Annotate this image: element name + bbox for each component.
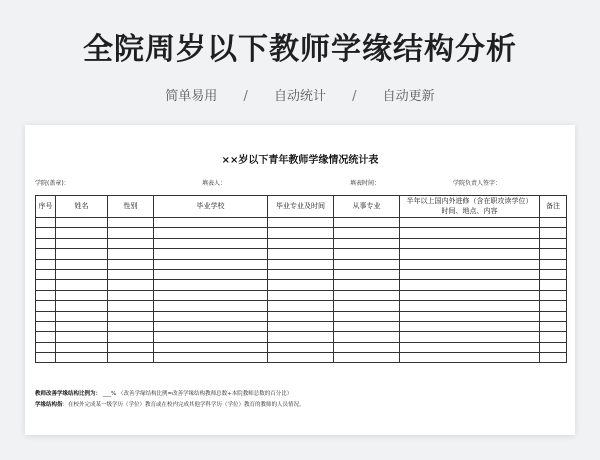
col-header: 毕业学校 xyxy=(154,196,268,218)
table-cell xyxy=(334,238,400,248)
col-header: 半年以上国内外进修（含在职攻读学位）时间、地点、内容 xyxy=(400,196,540,218)
table-cell xyxy=(154,321,268,331)
table-cell xyxy=(540,342,567,352)
table-cell xyxy=(334,269,400,279)
table-cell xyxy=(108,238,154,248)
table-cell xyxy=(154,269,268,279)
table-cell xyxy=(108,311,154,321)
table-cell xyxy=(36,218,56,228)
meta-signature: 学院负责人签字： xyxy=(453,180,502,187)
form-title: ××岁以下青年教师学缘情况统计表 xyxy=(221,155,379,166)
table-cell xyxy=(334,228,400,238)
table-cell xyxy=(108,321,154,331)
table-cell xyxy=(36,342,56,352)
table-row xyxy=(36,269,567,279)
table-cell xyxy=(56,311,108,321)
table-cell xyxy=(108,228,154,238)
table-cell xyxy=(154,332,268,342)
table-cell xyxy=(154,249,268,259)
table-cell xyxy=(540,301,567,311)
table-cell xyxy=(36,249,56,259)
table-row xyxy=(36,353,567,363)
table-row xyxy=(36,321,567,331)
table-cell xyxy=(36,301,56,311)
table-cell xyxy=(400,218,540,228)
table-cell xyxy=(154,342,268,352)
table-cell xyxy=(540,332,567,342)
table-row xyxy=(36,342,567,352)
footnote-ratio xyxy=(35,389,292,397)
table-cell xyxy=(108,301,154,311)
meta-filler: 填表人： xyxy=(202,180,227,187)
ratio-note: （改善学缘结构比例=改善学缘结构教师总数÷本院教师总数的百分比） xyxy=(118,391,293,397)
teacher-table xyxy=(35,195,567,363)
table-row xyxy=(36,290,567,300)
table-cell xyxy=(56,280,108,290)
table-cell xyxy=(56,269,108,279)
tag-auto-update: 自动更新 xyxy=(382,89,435,104)
table-cell xyxy=(36,259,56,269)
table-cell xyxy=(268,321,334,331)
table-cell xyxy=(334,332,400,342)
table-cell xyxy=(36,238,56,248)
table-cell xyxy=(400,353,540,363)
col-header: 性别 xyxy=(108,196,154,218)
table-cell xyxy=(108,249,154,259)
table-cell xyxy=(540,228,567,238)
table-cell xyxy=(108,342,154,352)
table-header-row xyxy=(36,196,567,218)
ratio-label: 教师改善学缘结构比例为： xyxy=(35,391,102,397)
table-cell xyxy=(268,269,334,279)
table-row xyxy=(36,301,567,311)
table-cell xyxy=(540,259,567,269)
table-cell xyxy=(108,218,154,228)
table-cell xyxy=(540,218,567,228)
table-cell xyxy=(400,249,540,259)
table-cell xyxy=(400,332,540,342)
table-cell xyxy=(154,218,268,228)
table-cell xyxy=(108,353,154,363)
table-cell xyxy=(540,353,567,363)
table-cell xyxy=(268,342,334,352)
table-cell xyxy=(56,332,108,342)
table-cell xyxy=(334,290,400,300)
table-cell xyxy=(56,290,108,300)
table-cell xyxy=(540,311,567,321)
table-cell xyxy=(56,321,108,331)
table-cell xyxy=(268,353,334,363)
table-cell xyxy=(108,332,154,342)
table-cell xyxy=(108,280,154,290)
table-cell xyxy=(154,280,268,290)
table-cell xyxy=(400,238,540,248)
table-cell xyxy=(268,301,334,311)
definition-label: 学缘结构指 xyxy=(35,402,63,408)
table-cell xyxy=(108,259,154,269)
table-cell xyxy=(108,290,154,300)
definition-text: ：在校外完成某一级学历（学位）教育或在校内完成其他学科学历（学位）教育的教师的人员情况。 xyxy=(62,402,305,408)
tag-easy: 简单易用 xyxy=(165,89,218,104)
table-cell xyxy=(56,301,108,311)
col-header: 序号 xyxy=(36,196,56,218)
table-cell xyxy=(154,301,268,311)
table-cell xyxy=(36,290,56,300)
table-cell xyxy=(540,269,567,279)
table-cell xyxy=(334,280,400,290)
table-cell xyxy=(400,269,540,279)
table-cell xyxy=(540,238,567,248)
table-cell xyxy=(56,342,108,352)
table-cell xyxy=(56,259,108,269)
meta-school: 学院(盖章)： xyxy=(35,180,70,187)
table-cell xyxy=(36,321,56,331)
table-cell xyxy=(268,290,334,300)
tag-auto-stats: 自动统计 xyxy=(273,89,326,104)
table-cell xyxy=(400,311,540,321)
table-cell xyxy=(334,342,400,352)
table-cell xyxy=(154,259,268,269)
table-row xyxy=(36,218,567,228)
table-cell xyxy=(540,280,567,290)
table-cell xyxy=(108,269,154,279)
tag-separator: / xyxy=(352,89,357,104)
table-cell xyxy=(36,353,56,363)
col-header: 备注 xyxy=(540,196,567,218)
table-row xyxy=(36,332,567,342)
table-cell xyxy=(36,311,56,321)
table-cell xyxy=(540,249,567,259)
table-row xyxy=(36,238,567,248)
table-cell xyxy=(268,238,334,248)
table-cell xyxy=(400,290,540,300)
table-row xyxy=(36,311,567,321)
ratio-blank: ___% xyxy=(102,391,117,397)
table-row xyxy=(36,249,567,259)
table-cell xyxy=(56,238,108,248)
table-cell xyxy=(56,228,108,238)
table-cell xyxy=(400,321,540,331)
table-cell xyxy=(154,228,268,238)
table-cell xyxy=(268,218,334,228)
table-cell xyxy=(334,259,400,269)
table-cell xyxy=(400,301,540,311)
meta-fill-time: 填表时间： xyxy=(350,180,381,187)
table-cell xyxy=(56,249,108,259)
table-cell xyxy=(334,301,400,311)
table-cell xyxy=(334,321,400,331)
form-sheet xyxy=(25,125,575,435)
table-cell xyxy=(334,311,400,321)
table-cell xyxy=(154,353,268,363)
table-cell xyxy=(36,228,56,238)
table-cell xyxy=(154,238,268,248)
feature-tags xyxy=(0,85,600,104)
footnote-definition xyxy=(35,400,305,408)
col-header: 从事专业 xyxy=(334,196,400,218)
table-cell xyxy=(400,342,540,352)
table-cell xyxy=(400,228,540,238)
page-title: 全院周岁以下教师学缘结构分析 xyxy=(83,32,517,67)
table-cell xyxy=(540,321,567,331)
table-cell xyxy=(154,311,268,321)
table-cell xyxy=(540,290,567,300)
table-row xyxy=(36,228,567,238)
table-cell xyxy=(154,290,268,300)
col-header: 姓名 xyxy=(56,196,108,218)
col-header: 毕业专业及时间 xyxy=(268,196,334,218)
table-cell xyxy=(36,280,56,290)
tag-separator: / xyxy=(243,89,248,104)
table-cell xyxy=(56,218,108,228)
table-cell xyxy=(268,332,334,342)
table-cell xyxy=(36,332,56,342)
table-cell xyxy=(400,259,540,269)
table-cell xyxy=(268,259,334,269)
table-row xyxy=(36,280,567,290)
table-cell xyxy=(268,311,334,321)
table-cell xyxy=(36,269,56,279)
table-cell xyxy=(268,280,334,290)
table-cell xyxy=(268,249,334,259)
table-cell xyxy=(268,228,334,238)
table-cell xyxy=(400,280,540,290)
table-cell xyxy=(334,249,400,259)
table-cell xyxy=(334,353,400,363)
table-cell xyxy=(334,218,400,228)
table-row xyxy=(36,259,567,269)
table-cell xyxy=(56,353,108,363)
